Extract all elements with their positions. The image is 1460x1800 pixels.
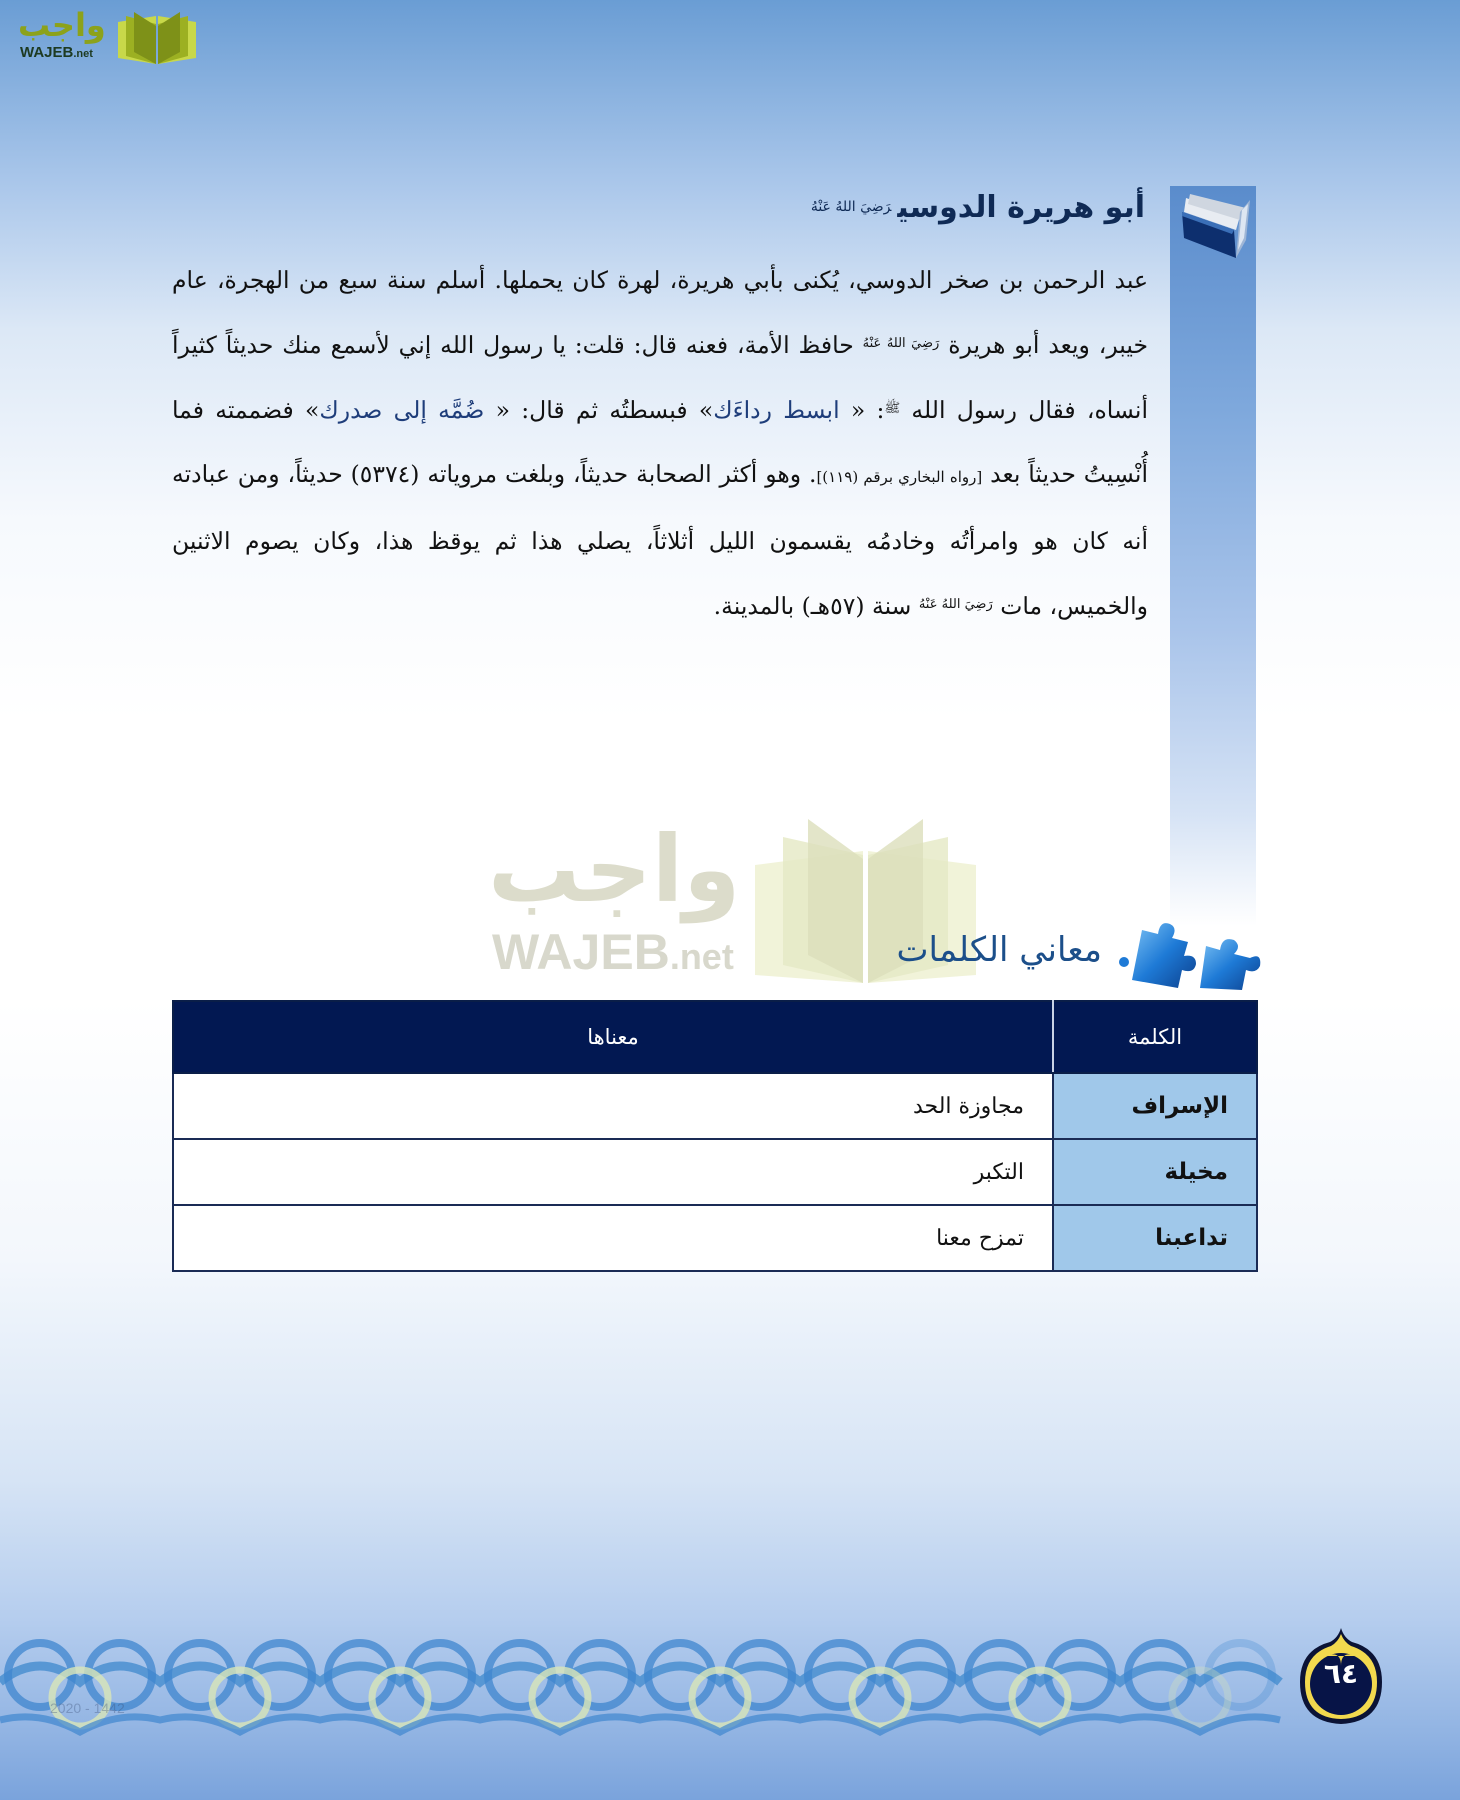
vocabulary-table xyxy=(172,1000,1258,1272)
word-cell: الإسراف xyxy=(1053,1073,1257,1139)
meaning-cell: تمزح معنا xyxy=(173,1205,1053,1271)
puzzle-icon xyxy=(1118,910,1263,992)
meaning-cell: مجاوزة الحد xyxy=(173,1073,1053,1139)
vocabulary-section-title: معاني الكلمات xyxy=(896,930,1102,970)
header-word: الكلمة xyxy=(1053,1001,1257,1073)
prophet-honorific-glyph: ﷺ xyxy=(884,401,901,416)
header-meaning: معناها xyxy=(173,1001,1053,1073)
page-number: ٦٤ xyxy=(1323,1657,1359,1690)
honorific-glyph: رَضِيَ اللهُ عَنْهُ xyxy=(862,336,940,351)
table-header-row xyxy=(173,1001,1257,1073)
biography-title: أبو هريرة الدوسي$^{رَضِيَ اللهُ عَنْهُ}$ xyxy=(810,190,1145,225)
wajeb-logo[interactable] xyxy=(10,6,190,66)
table-row xyxy=(173,1073,1257,1139)
honorific-glyph: رَضِيَ اللهُ عَنْهُ xyxy=(918,597,993,612)
word-cell: مخيلة xyxy=(1053,1139,1257,1205)
biography-paragraph: عبد الرحمن بن صخر الدوسي، يُكنى بأبي هريرة، لهرة كان يحملها. أسلم سنة سبع من الهجرة، عام خيبر، ويعد أبو هريرة $^{رَضِيَ اللهُ عَنْهُ}$ حافظ الأمة، فعنه قال: قلت: يا رسول الله إني لأسمع منك حديثاً كثيراً أنساه، فقال رسول الله $^ﷺ$: « ابسط رداءَك» فبسطتُه ثم قال: « ضُمَّه إلى صدرك» فضممته فما أُنْسِيتُ حديثاً بعد [رواه البخاري برقم (١١٩)]. وهو أكثر الصحابة حديثاً، وبلغت مروياته (٥٣٧٤) حديثاً، ومن عبادته أنه كان هو وامرأتُه وخادمُه يقسمون الليل أثلاثاً، يصلي هذا ثم يوقظ هذا، وكان يصوم الاثنين والخميس، مات $^{رَضِيَ اللهُ عَنْهُ}$ سنة (٥٧هـ) بالمدينة. xyxy=(172,266,1148,620)
watermark-arabic: واجب xyxy=(488,816,741,923)
section-side-bar xyxy=(1170,186,1256,926)
table-row xyxy=(173,1205,1257,1271)
folder-icon xyxy=(1176,190,1254,262)
watermark-latin: WAJEB.net xyxy=(492,924,734,980)
hadith-quote-1: ابسط رداءَك xyxy=(713,396,840,424)
hadith-reference: [رواه البخاري برقم (١١٩)] xyxy=(816,468,983,486)
meaning-cell: التكبر xyxy=(173,1139,1053,1205)
hadith-quote-2: ضُمَّه إلى صدرك xyxy=(319,396,485,424)
logo-arabic-text: واجب xyxy=(18,6,106,44)
honorific-glyph: رَضِيَ اللهُ عَنْهُ xyxy=(810,199,892,215)
table-row xyxy=(173,1139,1257,1205)
open-book-icon xyxy=(116,10,198,66)
footer-faint-mark: 2020 - 1442 xyxy=(50,1700,125,1716)
decorative-ornament-band xyxy=(0,1620,1460,1750)
word-cell: تداعبنا xyxy=(1053,1205,1257,1271)
logo-latin-text: WAJEB.net xyxy=(20,44,93,61)
